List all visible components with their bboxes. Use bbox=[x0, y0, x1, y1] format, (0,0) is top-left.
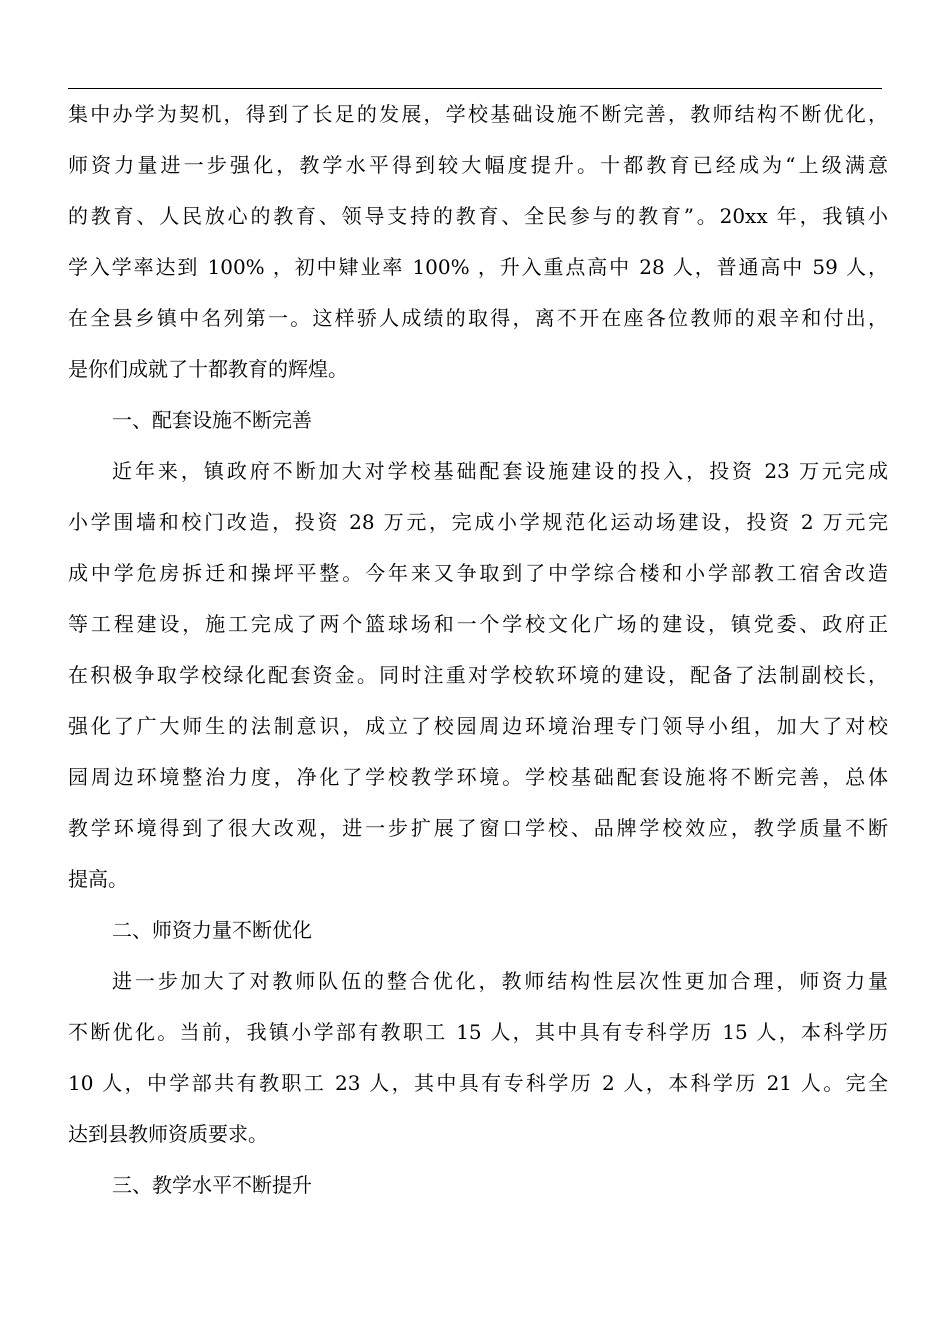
text-line: 等工程建设，施工完成了两个篮球场和一个学校文化广场的建设，镇党委、政府正 bbox=[68, 612, 888, 636]
text-line: 师资力量进一步强化，教学水平得到较大幅度提升。十都教育已经成为“上级满意 bbox=[68, 153, 888, 177]
text-line: 强化了广大师生的法制意识，成立了校园周边环境治理专门领导小组，加大了对校 bbox=[68, 714, 888, 738]
text-line: 学入学率达到 100% ，初中肄业率 100% ，升入重点高中 28 人，普通高中 59 人， bbox=[68, 255, 888, 279]
text-line: 二、师资力量不断优化 bbox=[112, 918, 312, 942]
text-line: 一、配套设施不断完善 bbox=[112, 408, 312, 432]
header-rule bbox=[68, 88, 882, 89]
text-line: 达到县教师资质要求。 bbox=[68, 1122, 268, 1146]
text-line: 园周边环境整治力度，净化了学校教学环境。学校基础配套设施将不断完善，总体 bbox=[68, 765, 888, 789]
text-line: 近年来，镇政府不断加大对学校基础配套设施建设的投入，投资 23 万元完成 bbox=[112, 459, 888, 483]
text-line: 进一步加大了对教师队伍的整合优化，教师结构性层次性更加合理，师资力量 bbox=[112, 969, 888, 993]
text-line: 在全县乡镇中名列第一。这样骄人成绩的取得，离不开在座各位教师的艰辛和付出， bbox=[68, 306, 888, 330]
text-line: 在积极争取学校绿化配套资金。同时注重对学校软环境的建设，配备了法制副校长， bbox=[68, 663, 888, 687]
text-line: 是你们成就了十都教育的辉煌。 bbox=[68, 357, 348, 381]
text-line: 成中学危房拆迁和操坪平整。今年来又争取到了中学综合楼和小学部教工宿舍改造 bbox=[68, 561, 888, 585]
text-line: 集中办学为契机，得到了长足的发展，学校基础设施不断完善，教师结构不断优化， bbox=[68, 102, 888, 126]
text-line: 小学围墙和校门改造，投资 28 万元，完成小学规范化运动场建设，投资 2 万元完 bbox=[68, 510, 888, 534]
text-line: 三、教学水平不断提升 bbox=[112, 1173, 312, 1197]
document-body bbox=[68, 92, 888, 1214]
text-line: 教学环境得到了很大改观，进一步扩展了窗口学校、品牌学校效应，教学质量不断 bbox=[68, 816, 888, 840]
text-line: 的教育、人民放心的教育、领导支持的教育、全民参与的教育”。20xx 年，我镇小 bbox=[68, 204, 888, 228]
text-line: 不断优化。当前，我镇小学部有教职工 15 人，其中具有专科学历 15 人，本科学历 bbox=[68, 1020, 888, 1044]
text-line: 10 人，中学部共有教职工 23 人，其中具有专科学历 2 人，本科学历 21 人。完全 bbox=[68, 1071, 888, 1095]
text-line: 提高。 bbox=[68, 867, 128, 891]
